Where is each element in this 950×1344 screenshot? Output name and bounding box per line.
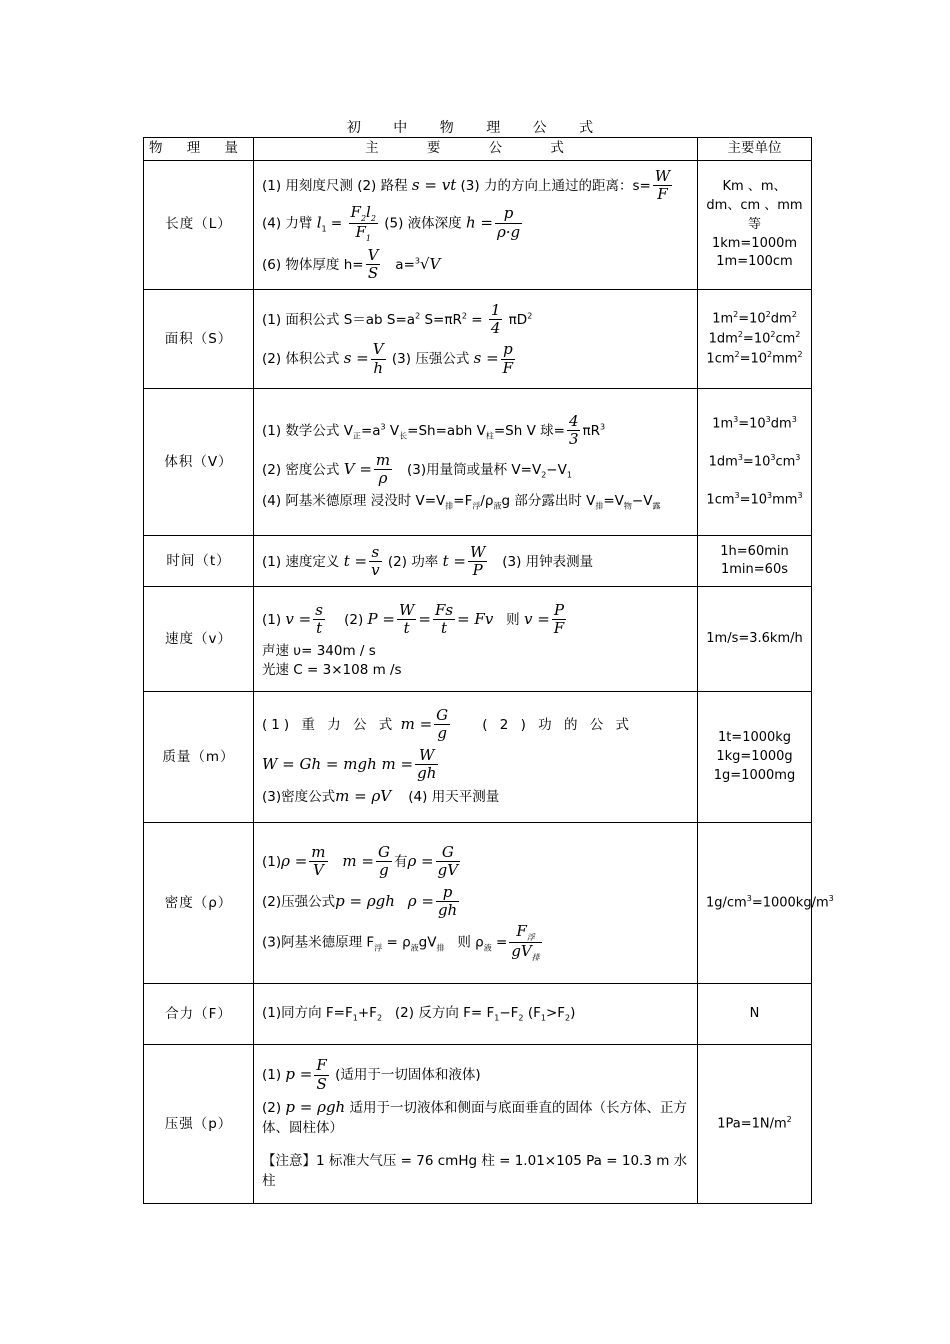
- table-row: [144, 1045, 812, 1204]
- page-title: 初 中 物 理 公 式: [346, 120, 608, 136]
- table-row: [144, 823, 812, 984]
- formula-cell: (1) 重 力 公 式 m = $\frac{G}{g}$ ( 2 ) 功 的 公 式 W = Gh = mgh m = $\frac{W}{gh}$ (3)密度公式m = ρV (4) 用天平测量: [254, 692, 698, 823]
- quantity-cell: 密度（ρ）: [144, 823, 254, 984]
- formula-cell: (1) 数学公式 $V_正=a^3$ $V_长=Sh=abh$ $V_柱=Sh$ V 球= $\frac{4}{3}$ $\pi R^3$ (2) 密度公式 V = $\frac{m}{\rho}$ (3)用量筒或量杯 $V=V_2-V_1$ (4) 阿基米德原理 浸没时 $V=V_排=F_浮/\rho_液g$ 部分露出时 $V_排=V_物-V_露$: [254, 389, 698, 536]
- unit-cell: $1Pa=1N/m^2$: [698, 1045, 812, 1204]
- formula-table: [143, 137, 834, 1204]
- table-row: [144, 161, 812, 290]
- unit-cell: $1m^2=10^2dm^2$ $1dm^2=10^2cm^2$ $1cm^2=10^2mm^2$: [698, 290, 812, 389]
- unit-cell: $1m^3=10^3dm^3$ $1dm^3=10^3cm^3$ $1cm^3=10^3mm^3$: [698, 389, 812, 536]
- header-row: [144, 138, 812, 161]
- table-row: [144, 587, 812, 692]
- quantity-cell: 体积（V）: [144, 389, 254, 536]
- table-row: [144, 536, 812, 587]
- unit-cell: 1t=1000kg 1kg=1000g 1g=1000mg: [698, 692, 812, 823]
- formula-cell: (1) 速度定义 t = $\frac{s}{v}$ (2) 功率 t = $\frac{W}{P}$ (3) 用钟表测量: [254, 536, 698, 587]
- quantity-cell: 压强（p）: [144, 1045, 254, 1204]
- header-unit: 主要单位: [698, 138, 812, 161]
- formula-cell: (1) 面积公式 S＝ab $S=a^2$ $S=\pi R^2$ = $\frac{1}{4}$ $\pi D^2$ (2) 体积公式 s = $\frac{V}{h}$ (3) 压强公式 s = $\frac{p}{F}$: [254, 290, 698, 389]
- table-row: [144, 692, 812, 823]
- unit-cell: 1m/s=3.6km/h: [698, 587, 812, 692]
- unit-cell: N: [698, 984, 812, 1045]
- quantity-cell: 速度（v）: [144, 587, 254, 692]
- formula-cell: (1) p = $\frac{F}{S}$ (适用于一切固体和液体) (2) p = ρgh 适用于一切液体和侧面与底面垂直的固体（长方体、正方体、圆柱体） 【注意】1 标准大气压 = 76 cmHg 柱 = 1.01×105 Pa = 10.3 m 水柱: [254, 1045, 698, 1204]
- header-formula: 主 要 公 式: [254, 138, 698, 161]
- table-row: [144, 290, 812, 389]
- quantity-cell: 合力（F）: [144, 984, 254, 1045]
- formula-cell: (1)ρ = $\frac{m}{V}$ m = $\frac{G}{g}$ 有ρ = $\frac{G}{gV}$ (2)压强公式p = ρgh ρ = $\frac{p}{gh}$ (3)阿基米德原理 $F_浮 = \rho_液gV_排$ 则 $\rho_液$ = $\frac{F_浮}{gV_排}$: [254, 823, 698, 984]
- formula-cell: (1) 用刻度尺测 (2) 路程 s = vt (3) 力的方向上通过的距离：s= $\frac{W}{F}$ (4) 力臂 $l_1$ = $\frac{F_2l_2}{F_1}$ (5) 液体深度 h = $\frac{p}{\rho\cdot g}$ (6) 物体厚度 h= $\frac{V}{S}$ a=$^3$√V: [254, 161, 698, 290]
- quantity-cell: 时间（t）: [144, 536, 254, 587]
- quantity-cell: 面积（S）: [144, 290, 254, 389]
- unit-cell: 1h=60min 1min=60s: [698, 536, 812, 587]
- unit-cell: Km 、m、dm、cm 、mm 等 1km=1000m 1m=100cm: [698, 161, 812, 290]
- table-row: [144, 389, 812, 536]
- quantity-cell: 长度（L）: [144, 161, 254, 290]
- formula-cell: (1) v = $\frac{s}{t}$ (2) P = $\frac{W}{t}$ = $\frac{Fs}{t}$ = Fv 则 v = $\frac{P}{F}$ 声速 υ= 340m / s 光速 C = 3×108 m /s: [254, 587, 698, 692]
- quantity-cell: 质量（m）: [144, 692, 254, 823]
- header-quantity: 物 理 量: [144, 138, 254, 161]
- formula-cell: (1)同方向 $F=F_1+F_2$ (2) 反方向 $F= F_1-F_2$ $(F_1>F_2)$: [254, 984, 698, 1045]
- table-row: [144, 984, 812, 1045]
- unit-cell: $1g/cm^3=1000kg/m^3$: [698, 823, 812, 984]
